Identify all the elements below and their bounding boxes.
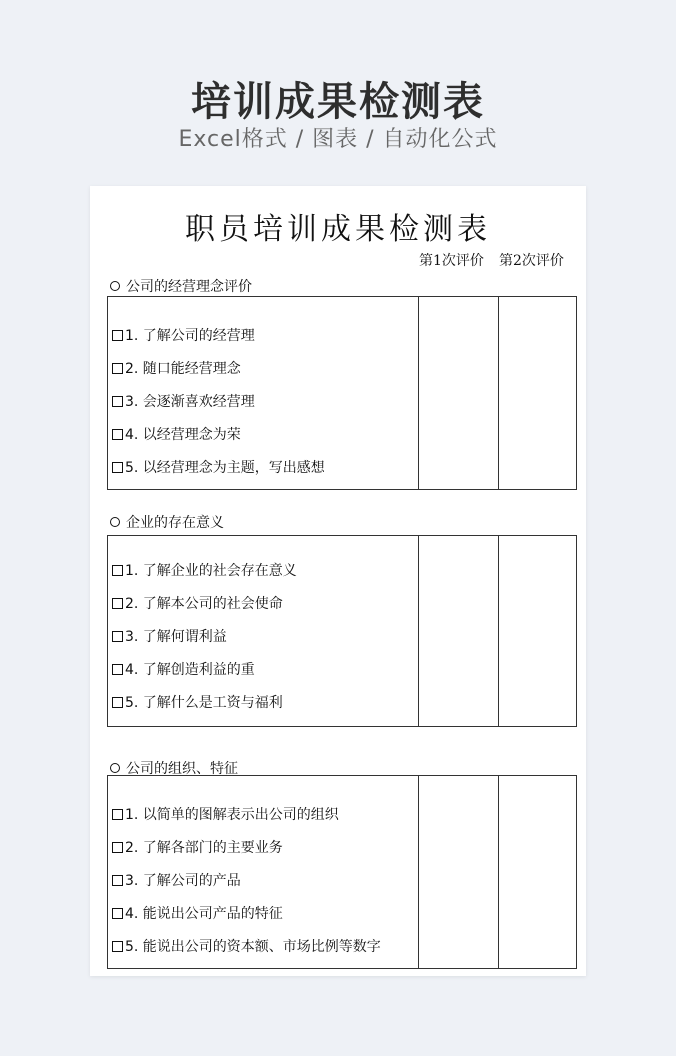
- circle-bullet-icon: [110, 763, 120, 773]
- section-title: [110, 276, 252, 296]
- circle-bullet-icon: [110, 281, 120, 291]
- checklist-item: [112, 325, 255, 345]
- checkbox-icon[interactable]: [112, 462, 123, 473]
- column-header-second-evaluation: 第2次评价: [499, 253, 564, 269]
- checklist-item: [112, 837, 283, 857]
- column-divider: [498, 297, 499, 489]
- checkbox-icon[interactable]: [112, 809, 123, 820]
- checkbox-icon[interactable]: [112, 842, 123, 853]
- checklist-item-label: 1. 了解企业的社会存在意义: [125, 563, 297, 579]
- section-table: [107, 775, 577, 969]
- column-divider: [418, 297, 419, 489]
- checklist-item-label: 5. 以经营理念为主题，写出感想: [125, 460, 325, 476]
- checklist-item: [112, 358, 241, 378]
- column-header-first-evaluation: 第1次评价: [419, 253, 484, 269]
- checklist-item: [112, 424, 241, 444]
- checkbox-icon[interactable]: [112, 565, 123, 576]
- checklist-item: [112, 560, 297, 580]
- checkbox-icon[interactable]: [112, 330, 123, 341]
- section-table: [107, 535, 577, 727]
- section-title-text: 公司的组织、特征: [126, 761, 238, 777]
- checkbox-icon[interactable]: [112, 598, 123, 609]
- page-title: 培训成果检测表: [191, 79, 485, 125]
- checkbox-icon[interactable]: [112, 363, 123, 374]
- checklist-item-label: 3. 了解公司的产品: [125, 873, 241, 889]
- checklist-item: [112, 457, 325, 477]
- column-divider: [418, 536, 419, 726]
- column-divider: [498, 776, 499, 968]
- checklist-item: [112, 870, 241, 890]
- form-sheet: [90, 186, 586, 976]
- checkbox-icon[interactable]: [112, 697, 123, 708]
- checklist-item-label: 5. 能说出公司的资本额、市场比例等数字: [125, 939, 381, 955]
- section-title: [110, 512, 224, 532]
- section-title-text: 企业的存在意义: [126, 515, 224, 531]
- checkbox-icon[interactable]: [112, 875, 123, 886]
- checklist-item-label: 3. 会逐渐喜欢经营理: [125, 394, 255, 410]
- form-title: 职员培训成果检测表: [185, 212, 491, 247]
- checklist-item: [112, 804, 339, 824]
- checklist-item: [112, 626, 227, 646]
- section-title-text: 公司的经营理念评价: [126, 279, 252, 295]
- checklist-item: [112, 593, 283, 613]
- checklist-item-label: 5. 了解什么是工资与福利: [125, 695, 283, 711]
- checklist-item: [112, 692, 283, 712]
- checklist-item-label: 2. 了解各部门的主要业务: [125, 840, 283, 856]
- checklist-item-label: 4. 了解创造利益的重: [125, 662, 255, 678]
- checkbox-icon[interactable]: [112, 664, 123, 675]
- column-divider: [418, 776, 419, 968]
- checkbox-icon[interactable]: [112, 429, 123, 440]
- checklist-item: [112, 936, 381, 956]
- checklist-item-label: 4. 能说出公司产品的特征: [125, 906, 283, 922]
- checkbox-icon[interactable]: [112, 908, 123, 919]
- checklist-item-label: 2. 随口能经营理念: [125, 361, 241, 377]
- circle-bullet-icon: [110, 517, 120, 527]
- checklist-item-label: 3. 了解何谓利益: [125, 629, 227, 645]
- checklist-item: [112, 659, 255, 679]
- checklist-item: [112, 903, 283, 923]
- checkbox-icon[interactable]: [112, 396, 123, 407]
- checklist-item-label: 1. 以简单的图解表示出公司的组织: [125, 807, 339, 823]
- column-divider: [498, 536, 499, 726]
- checkbox-icon[interactable]: [112, 941, 123, 952]
- checklist-item: [112, 391, 255, 411]
- checkbox-icon[interactable]: [112, 631, 123, 642]
- page-subtitle: Excel格式 / 图表 / 自动化公式: [178, 127, 498, 152]
- checklist-item-label: 4. 以经营理念为荣: [125, 427, 241, 443]
- section-table: [107, 296, 577, 490]
- checklist-item-label: 2. 了解本公司的社会使命: [125, 596, 283, 612]
- checklist-item-label: 1. 了解公司的经营理: [125, 328, 255, 344]
